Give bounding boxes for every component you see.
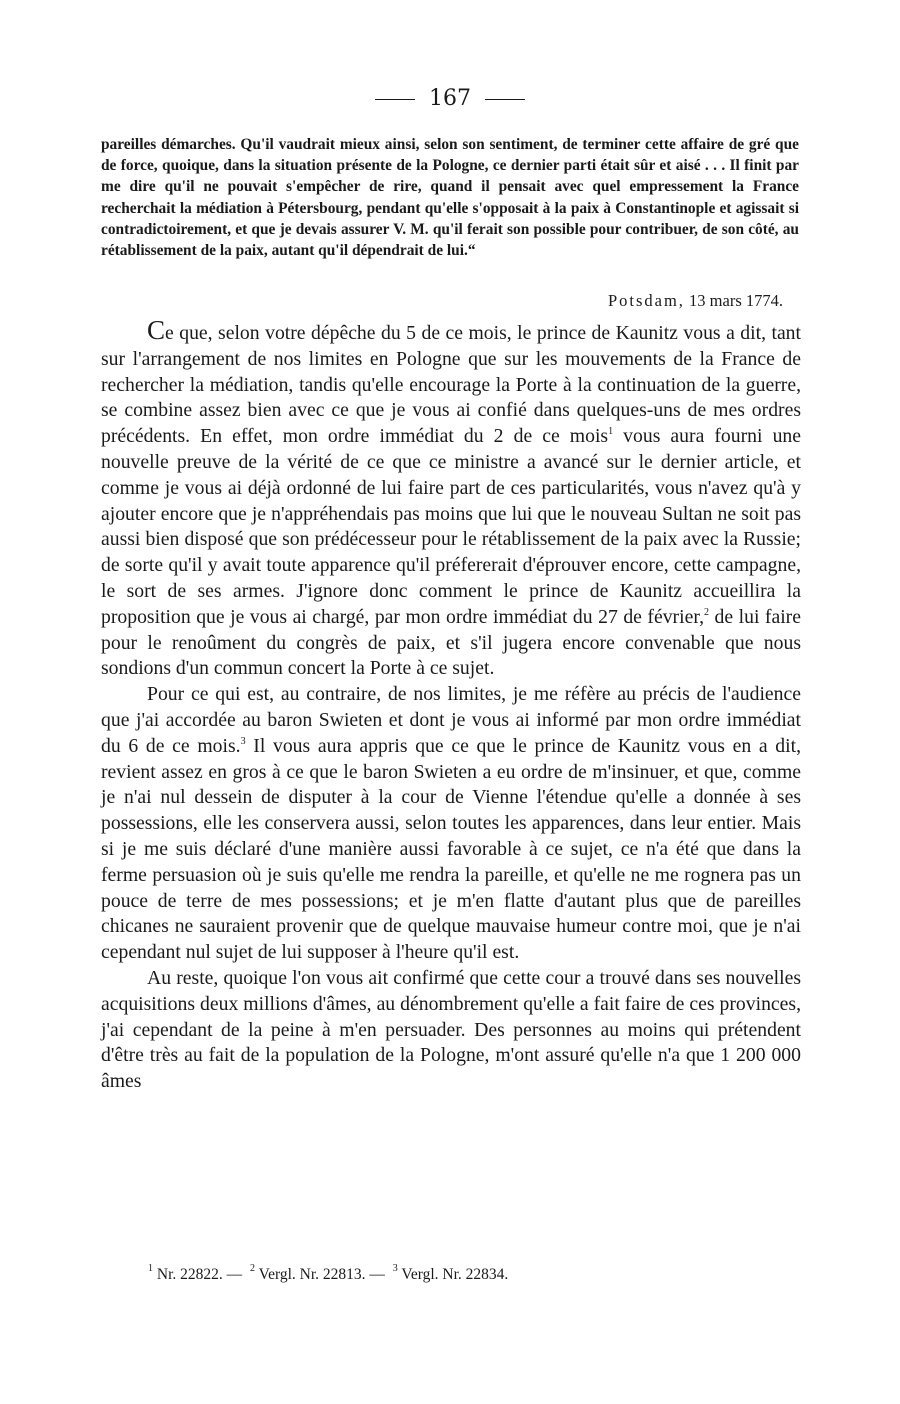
dateline: [101, 290, 783, 312]
header-rule-left: [375, 99, 415, 100]
dateline-date: 13 mars 1774.: [689, 291, 783, 310]
footnote-ref-2: 2: [704, 606, 710, 618]
quoted-passage: pareilles démarches. Qu'il vaudrait mieux ainsi, selon son sentiment, de terminer cette affaire de gré que de force, quoique, dans la situation présente de la Pologne, ce dernier parti était sûr et aisé . . . Il finit par me dire qu'il ne pouvait s'empêcher de rire, quand il pensait avec quel empressement la France recherchait la médiation à Pétersbourg, pendant qu'elle s'opposait à la paix à Constantinople et agissait si contradictoirement, et que je devais assurer V. M. qu'il ferait son possible pour contribuer, de son côté, au rétablissement de la paix, autant qu'il dépendrait de lui.“: [101, 136, 799, 260]
letter-body: [101, 315, 801, 1095]
initial-letter: C: [147, 315, 166, 345]
dateline-place: Potsdam,: [607, 291, 685, 310]
footnote-ref-3: 3: [240, 735, 246, 747]
paragraph-2: [101, 682, 801, 966]
footnote-mark-1: 1: [148, 1263, 153, 1274]
page-number: 167: [429, 86, 471, 111]
footnote-mark-3: 3: [392, 1263, 398, 1274]
footnotes: [148, 1264, 788, 1286]
footnote-3: Vergl. Nr. 22834.: [401, 1266, 509, 1283]
footnote-ref-1: 1: [608, 426, 614, 438]
paragraph-2-part-a: Pour ce qui est, au contraire, de nos limites, je me réfère au précis de l'audience que j'ai accordée au baron Swieten et dont je vous ai informé par mon ordre immédiat du 6 de ce mois.: [101, 683, 801, 757]
footnote-2: Vergl. Nr. 22813. —: [258, 1266, 385, 1283]
paragraph-1-part-a: e que, selon votre dépêche du 5 de ce mois, le prince de Kaunitz vous a dit, tant sur l'arrangement de nos limites en Pologne que sur les mouvements de la France de rechercher la médiation, tandis qu'elle encourage la Porte à la continuation de la guerre, se combine assez bien avec ce que je vous ai confié dans quelques-uns de mes ordres précédents. En effet, mon ordre immédiat du 2 de ce mois: [101, 322, 801, 448]
paragraph-3: Au reste, quoique l'on vous ait confirmé que cette cour a trouvé dans ses nouvelles acquisitions deux millions d'âmes, au dénombrement qu'elle a fait faire de ces provinces, j'ai cependant de la peine à m'en persuader. Des personnes au moins qui prétendent d'être très au fait de la population de la Pologne, m'ont assuré qu'elle n'a que 1 200 000 âmes: [101, 966, 801, 1093]
paragraph-2-part-b: Il vous aura appris que ce que le prince de Kaunitz vous en a dit, revient assez en gros à ce que le baron Swieten a eu ordre de m'insinuer, et que, comme je n'ai nul dessein de disputer à la cour de Vienne l'étendue qu'elle a donnée à ses possessions, elle les conservera aussi, selon toutes les apparences, dans leur entier. Mais si je me suis déclaré d'une manière aussi favorable à ce sujet, ce n'a été que dans la ferme persuasion où je suis qu'elle me rendra la pareille, et qu'elle ne me rognera pas un pouce de terre de mes possessions; et je m'en flatte d'autant plus que de pareilles chicanes ne sauraient provenir que de quelque mauvaise humeur contre moi, que je n'ai cependant nul sujet de lui supposer à l'heure qu'il est.: [101, 734, 801, 964]
footnote-1: Nr. 22822. —: [156, 1266, 243, 1283]
header-rule-right: [485, 99, 525, 100]
paragraph-1-part-c: de lui faire pour le renoûment du congrès de paix, et s'il jugera encore convenable que nous sondions d'un commun concert la Porte à ce sujet.: [101, 605, 801, 680]
paragraph-1: [101, 315, 801, 682]
footnote-mark-2: 2: [250, 1263, 255, 1274]
page-header: [0, 84, 900, 114]
paragraph-1-part-b: vous aura fourni une nouvelle preuve de la vérité de ce que ce ministre a avancé sur le dernier article, et comme je vous ai déjà ordonné de lui faire part de ces particularités, vous n'avez qu'à y ajouter encore que je n'appréhendais pas moins que lui que le nouveau Sultan ne soit pas aussi bien disposé que son prédécesseur pour le rétablissement de la paix avec la Russie; de sorte qu'il y avait toute apparence qu'il préfererait d'éprouver encore, cette campagne, le sort de ses armes. J'ignore donc comment le prince de Kaunitz accueillira la proposition que je vous ai chargé, par mon ordre immédiat du 27 de février,: [101, 425, 801, 628]
